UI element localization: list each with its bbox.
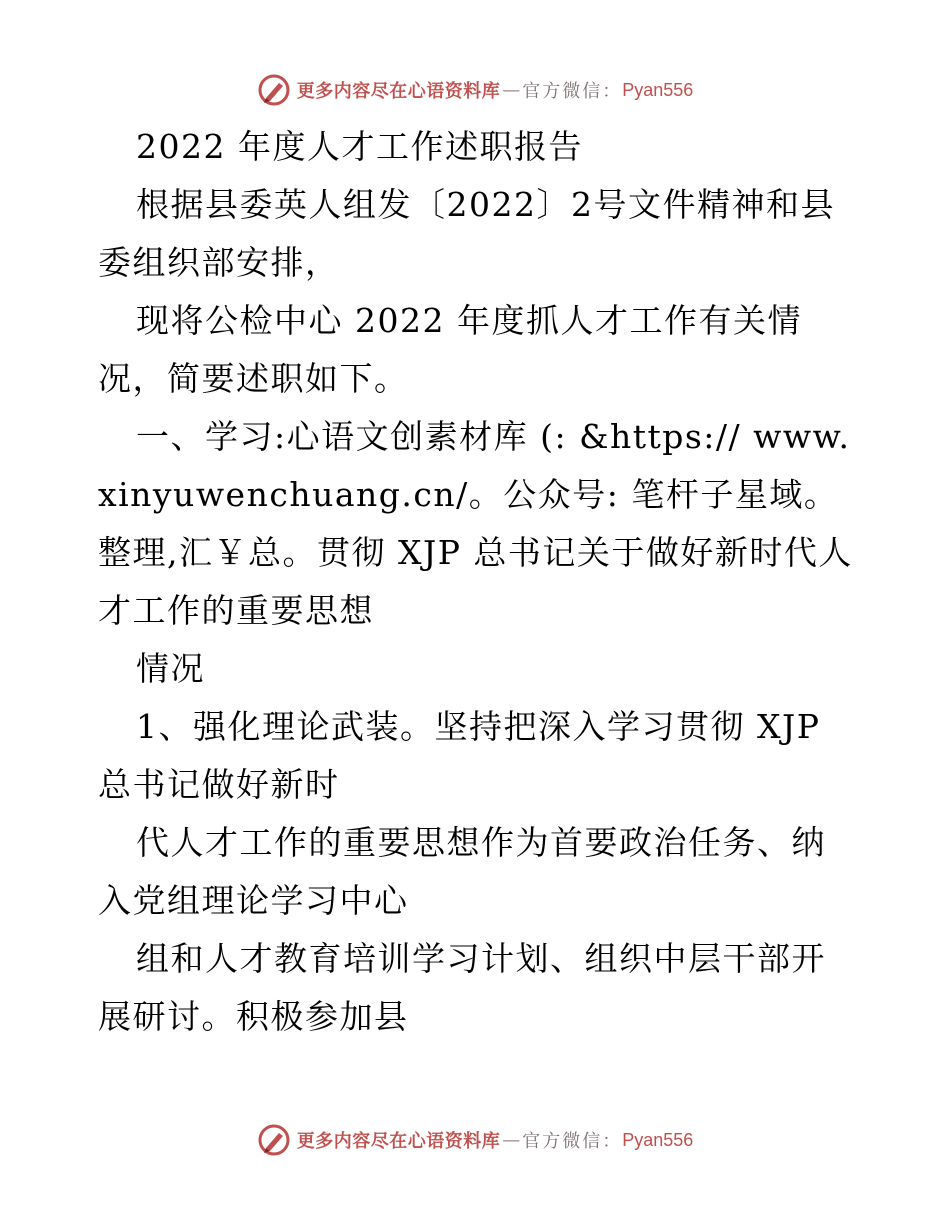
paragraph: 一、学习:心语文创素材库 (: &https:// www.xinyuwenchuang.cn/。公众号: 笔杆子星域。整理,汇￥总。贯彻 XJP 总书记关于做好新时代人才工作的重要思想 (98, 417, 853, 630)
banner-site-text: 更多内容尽在心语资料库 (296, 1131, 501, 1152)
document-title: 2022 年度人才工作述职报告 (136, 127, 583, 166)
paragraph: 根据县委英人组发〔2022〕2号文件精神和县委组织部安排， (98, 185, 835, 282)
banner-wechat-id: Pyan556 (622, 79, 694, 100)
document-body (98, 118, 854, 1046)
paragraph: 组和人才教育培训学习计划、组织中层干部开展研讨。积极参加县 (98, 939, 826, 1036)
paragraph: 代人才工作的重要思想作为首要政治任务、纳入党组理论学习中心 (98, 823, 826, 920)
banner-site-text: 更多内容尽在心语资料库 (296, 81, 501, 102)
pen-logo-icon (257, 73, 291, 107)
paragraph: 现将公检中心 2022 年度抓人才工作有关情况，简要述职如下。 (98, 301, 802, 398)
paragraph: 1、强化理论武装。坚持把深入学习贯彻 XJP 总书记做好新时 (98, 707, 821, 804)
pen-logo-icon (257, 1123, 291, 1157)
banner-wechat-label: 官方微信： (522, 1131, 623, 1152)
paragraph: 情况 (136, 649, 205, 688)
footer-banner (0, 1118, 950, 1162)
banner-separator: — (502, 1129, 521, 1151)
banner-separator: — (502, 79, 521, 101)
banner-wechat-label: 官方微信： (522, 81, 623, 102)
header-banner (0, 68, 950, 112)
banner-wechat-id: Pyan556 (622, 1129, 694, 1150)
